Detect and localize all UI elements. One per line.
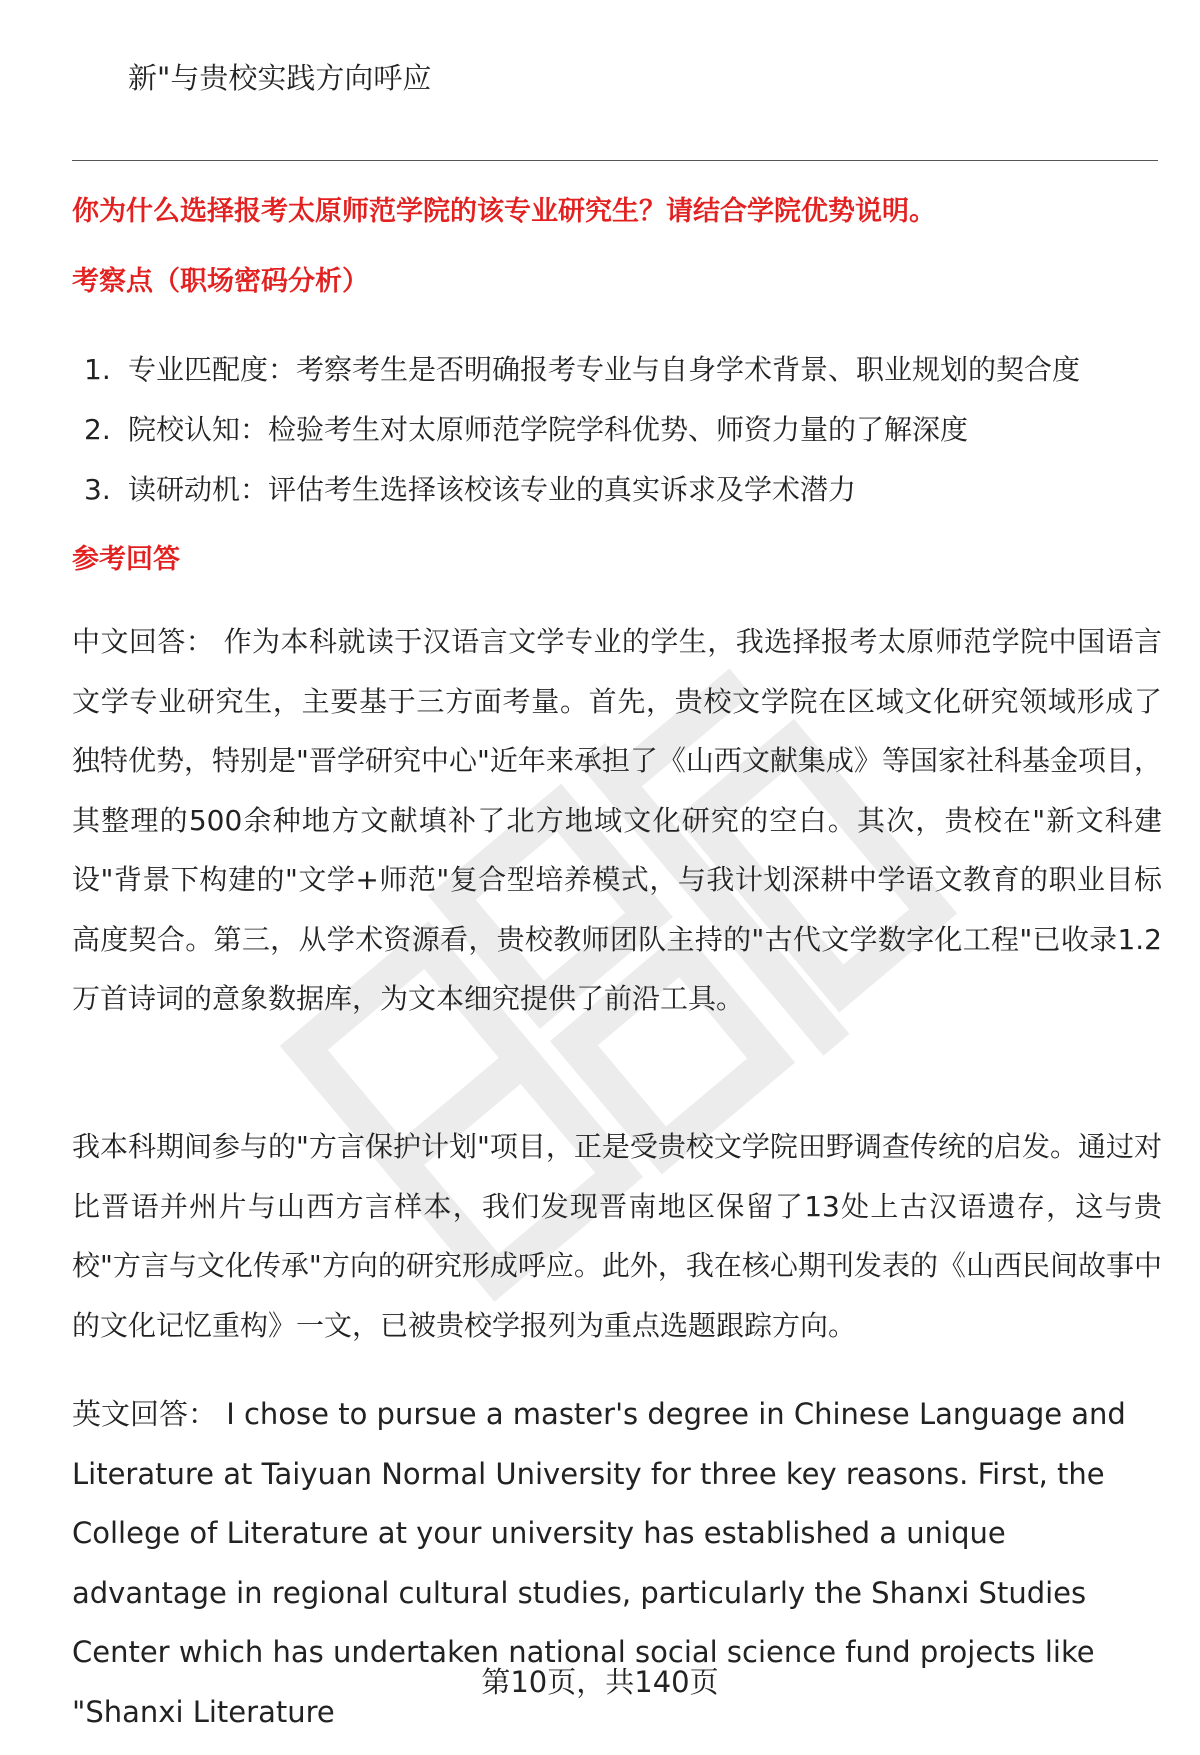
list-item-number: 1. [84, 353, 111, 386]
continuation-line: 新"与贵校实践方向呼应 [128, 61, 432, 95]
list-item-number: 2. [84, 413, 111, 446]
exam-points-list [84, 340, 1080, 520]
list-item [84, 400, 1080, 460]
answer-paragraph-experience: 我本科期间参与的"方言保护计划"项目，正是受贵校文学院田野调查传统的启发。通过对比晋语并州片与山西方言样本，我们发现晋南地区保留了13处上古汉语遗存，这与贵校"方言与文化传承"方向的研究形成呼应。此外，我在核心期刊发表的《山西民间故事中的文化记忆重构》一文，已被贵校学报列为重点选题跟踪方向。 [72, 1130, 1162, 1342]
list-item-number: 3. [84, 473, 111, 506]
question-heading: 你为什么选择报考太原师范学院的该专业研究生？请结合学院优势说明。 [72, 196, 936, 227]
section-divider [72, 160, 1158, 161]
list-item-text: 读研动机：评估考生选择该校该专业的真实诉求及学术潜力 [128, 473, 857, 506]
list-item-text: 院校认知：检验考生对太原师范学院学科优势、师资力量的了解深度 [128, 413, 969, 446]
list-item-text: 专业匹配度：考察考生是否明确报考专业与自身学术背景、职业规划的契合度 [128, 353, 1081, 386]
reference-answer-title: 参考回答 [72, 544, 180, 575]
answer-paragraph-chinese: 中文回答： 作为本科就读于汉语言文学专业的学生，我选择报考太原师范学院中国语言文学专业研究生，主要基于三方面考量。首先，贵校文学院在区域文化研究领域形成了独特优势，特别是"晋学研究中心"近年来承担了《山西文献集成》等国家社科基金项目，其整理的500余种地方文献填补了北方地域文化研究的空白。其次，贵校在"新文科建设"背景下构建的"文学+师范"复合型培养模式，与我计划深耕中学语文教育的职业目标高度契合。第三，从学术资源看，贵校教师团队主持的"古代文学数字化工程"已收录1.2万首诗词的意象数据库，为文本细究提供了前沿工具。 [72, 625, 1162, 1015]
list-item [84, 340, 1080, 400]
answer-paragraph-english: 英文回答： I chose to pursue a master's degree in Chinese Language and Literature at Taiyuan Normal University for three key reasons. First, the College of Literature at your university has established a unique advantage in regional cultural studies, particularly the Shanxi Studies Center which has undertaken national social science fund projects like "Shanxi Literature [72, 1397, 1126, 1729]
exam-points-title: 考察点（职场密码分析） [72, 266, 369, 297]
list-item [84, 460, 1080, 520]
page-number-footer: 第10页，共140页 [481, 1665, 719, 1699]
